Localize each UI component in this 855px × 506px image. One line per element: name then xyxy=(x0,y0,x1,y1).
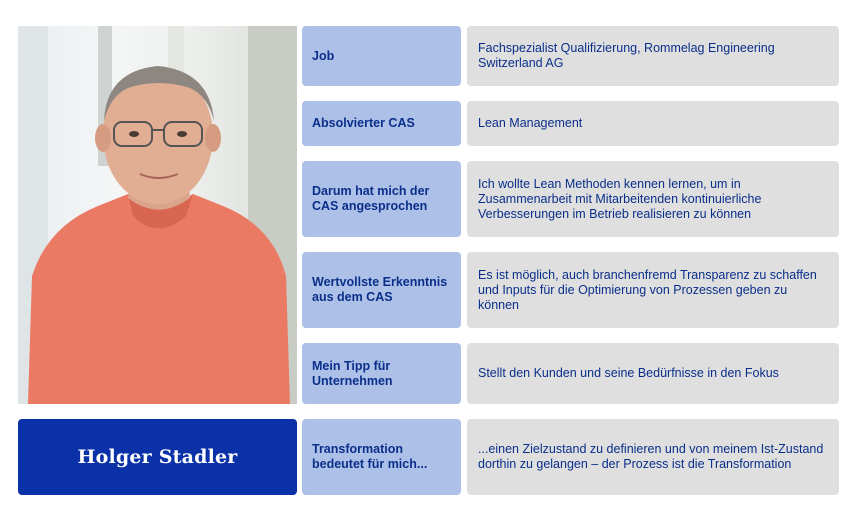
profile-row-tip xyxy=(302,343,839,404)
row-label: Transformation bedeutet für mich... xyxy=(302,419,461,495)
row-label: Darum hat mich der CAS angesprochen xyxy=(302,161,461,237)
row-value: ...einen Zielzustand zu definieren und von meinem Ist-Zustand dorthin zu gelangen – der Prozess ist die Transformation xyxy=(467,419,839,495)
portrait-photo xyxy=(18,26,297,404)
portrait-illustration xyxy=(18,26,297,404)
person-name: Holger Stadler xyxy=(77,446,238,468)
profile-row-job xyxy=(302,26,839,86)
row-value: Es ist möglich, auch branchenfremd Transparenz zu schaffen und Inputs für die Optimierung von Prozessen geben zu können xyxy=(467,252,839,328)
row-value: Fachspezialist Qualifizierung, Rommelag Engineering Switzerland AG xyxy=(467,26,839,86)
row-value: Ich wollte Lean Methoden kennen lernen, um in Zusammenarbeit mit Mitarbeitenden kontinuierliche Verbesserungen im Betrieb realisieren zu können xyxy=(467,161,839,237)
row-label: Mein Tipp für Unternehmen xyxy=(302,343,461,404)
row-value: Lean Management xyxy=(467,101,839,146)
profile-row-motivation xyxy=(302,161,839,237)
row-label: Absolvierter CAS xyxy=(302,101,461,146)
row-label: Job xyxy=(302,26,461,86)
row-label: Wertvollste Erkenntnis aus dem CAS xyxy=(302,252,461,328)
profile-row-transformation xyxy=(302,419,839,495)
profile-row-insight xyxy=(302,252,839,328)
profile-row-cas xyxy=(302,101,839,146)
row-value: Stellt den Kunden und seine Bedürfnisse in den Fokus xyxy=(467,343,839,404)
name-card xyxy=(18,419,297,495)
